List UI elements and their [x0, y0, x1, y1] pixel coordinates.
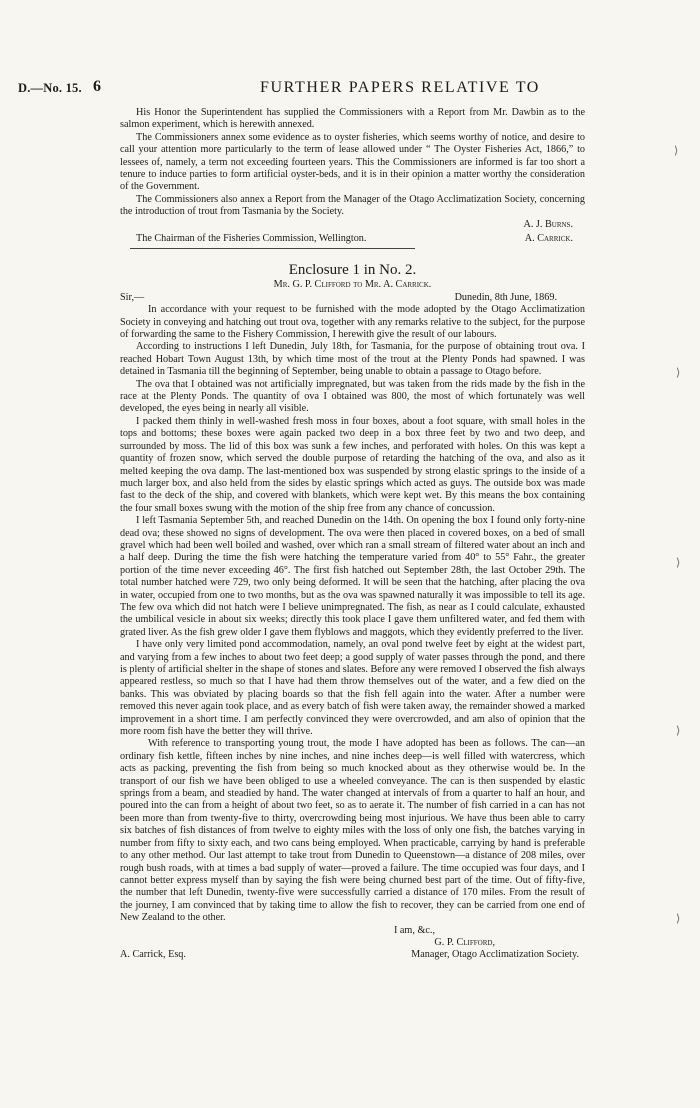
- margin-mark: ⟩: [676, 724, 681, 737]
- signature-title: Manager, Otago Acclimatization Society.: [411, 949, 579, 961]
- letter-paragraph: I packed them thinly in well-washed fresh moss in four boxes, about a foot square, with small holes in the tops and bottoms; these boxes were again packed two deep in a box three feet by two and two deep, and surrounded by moss. The lid of this box was sunk a few inches, and perforated with holes. On this was kept a quantity of frozen snow, which served the double purpose of retarding the hatching of the ova, and also as it melted keeping the ova damp. The last-mentioned box was suspended by strong elastic springs to the inside of a much larger box, and also held from the sides by elastic springs which acted as guys. The outside box was made fast to the deck of the ship, and covered with blankets, which were kept wet. By this means the box containing the four small boxes swung with the motion of the ship free from any chance of concussion.: [120, 415, 585, 514]
- signature-line-1: [120, 219, 585, 231]
- letter-paragraph: In accordance with your request to be furnished with the mode adopted by the Otago Acclimatization Society in conveying and hatching out trout ova, together with any remarks relative to the subject, for the purpose of forwarding the same to the Fishery Commission, I herewith give the result of our labours.: [120, 304, 585, 341]
- recipient-line: [120, 949, 585, 961]
- letter-paragraph: According to instructions I left Dunedin, July 18th, for Tasmania, for the purpose of obtaining trout ova. I reached Hobart Town August 13th, by which time most of the trout at the Plenty Ponds had spawned. I was detained in Tasmania till the beginning of September, being unable to obtain a passage to Otago before.: [120, 341, 585, 378]
- commission-paragraph: The Commissioners annex some evidence as to oyster fisheries, which seems worthy of notice, and desire to call your attention more particularly to the term of lease allowed under “ The Oyster Fisheries Act, 1866,” to lessees of, namely, a term not exceeding fourteen years. This the Commissioners are informed is far too short a tenure to induce parties to form artificial oyster-beds, and it is in their opinion a matter worthy the consideration of the Government.: [120, 131, 585, 193]
- margin-mark: ⟩: [676, 912, 681, 925]
- letter-paragraph: With reference to transporting young trout, the mode I have adopted has been as follows. The can—an ordinary fish kettle, fifteen inches by nine inches, and nine inches deep—is well filled with watercress, which acts as packing, preventing the fish from being so much knocked about as they otherwise would be. In the transport of our fish we have been obliged to use a wheeled conveyance. The can is then suspended by elastic springs from a beam, and steadied by hand. The water changed at intervals of from a quarter to half an hour, and poured into the can from a height of about two feet, so as to aerate it. The number of fish carried in a can has not been more than from twenty-five to thirty, overcrowding being most injurious. We have thus been able to carry six batches of fish distances of from twelve to eighty miles with the loss of only one fish, the batches varying in number from fifty to sixty each, and two cans being employed. When practicable, carrying by hand is preferable to any other method. Our last attempt to take trout from Dunedin to Queenstown—a distance of 208 miles, over rough bush roads, with at times a bad supply of water—proved a failure. The time occupied was four days, and I cannot better express myself than by saying the fish were being churned best part of the time. Out of fifty-five, the number that left Dunedin, twenty-five were successfully carried a distance of 170 miles. From the result of the journey, I am convinced that by taking time to allow the fish to recover, they can be carried from one end of New Zealand to the other.: [120, 738, 585, 924]
- salutation-date-line: [120, 292, 585, 304]
- page-number: 6: [93, 78, 101, 95]
- commission-paragraph: The Commissioners also annex a Report from the Manager of the Otago Acclimatization Society, concerning the introduction of trout from Tasmania by the Society.: [120, 193, 585, 218]
- margin-mark: ⟩: [676, 556, 681, 569]
- closing: I am, &c.,: [393, 924, 435, 936]
- page-body: [120, 107, 585, 962]
- margin-mark: ⟩: [674, 144, 679, 157]
- document-reference: D.—No. 15.: [18, 81, 82, 95]
- salutation: Sir,—: [120, 291, 145, 303]
- running-title: FURTHER PAPERS RELATIVE TO: [260, 79, 540, 96]
- commission-signature-carrick: A. Carrick.: [524, 233, 573, 245]
- addressee: The Chairman of the Fisheries Commission, Wellington.: [136, 233, 367, 245]
- letter-paragraph: The ova that I obtained was not artificially impregnated, but was taken from the rids made by the fish in the race at the Plenty Ponds. The quantity of ova I obtained was 800, the most of which fortunately was well developed, the eyes being in nearly all visible.: [120, 378, 585, 415]
- signature-line-2: [120, 233, 585, 245]
- margin-mark: ⟩: [676, 366, 681, 379]
- letter-date: Dunedin, 8th June, 1869.: [454, 291, 557, 303]
- recipient: A. Carrick, Esq.: [120, 949, 186, 961]
- commission-signature-burns: A. J. Burns.: [523, 218, 573, 230]
- commission-paragraph: His Honor the Superintendent has supplied the Commissioners with a Report from Mr. Dawbin as to the salmon experiment, which is herewith annexed.: [120, 107, 585, 131]
- letter-signature: G. P. Clifford,: [434, 936, 495, 948]
- letter-paragraph: I left Tasmania September 5th, and reached Dunedin on the 14th. On opening the box I found only forty-nine dead ova; these showed no signs of development. The ova were then placed in covered boxes, on a bed of small gravel which had been well boiled and washed, over which ran a small stream of filtered water about an inch and a half deep. During the time the fish were hatching the temperature varied from 40° to 55° Fahr., the greater portion of the time never exceeding 46°. The first fish hatched out September 28th, the last October 29th. The total number hatched were 729, two only being deformed. It will be seen that the hatching, after placing the ova in water, occupied from one to two months, but as the ova was spawned naturally it was impossible to tell its age. The few ova which did not hatch were I believe unimpregnated. The fish, as near as I could calculate, exhausted the umbilical vesicle in about six weeks; directly this took place I gave them unfiltered water, and fed them with grated liver. As the fish grew older I gave them flyblows and maggots, which they evidently preferred to the liver.: [120, 515, 585, 638]
- enclosure-from-to: Mr. G. P. Clifford to Mr. A. Carrick.: [273, 279, 432, 291]
- enclosure-heading: Enclosure 1 in No. 2.: [288, 262, 417, 279]
- closing-line: [120, 925, 585, 937]
- separator-rule: [130, 248, 415, 249]
- page-header: [0, 78, 700, 100]
- signature-line: [120, 937, 585, 949]
- letter-paragraph: I have only very limited pond accommodation, namely, an oval pond twelve feet by eight at the widest part, and varying from a few inches to about two feet deep; a good supply of water passes through the pond, and there is plenty of artificial shelter in the shape of stones and slates. Before any were removed I observed the fish always appeared restless, so much so that I have had them throw themselves out of the water, and a few died on the banks. This was obviated by placing boards so that the fish fell again into the water. After a number were removed this never again took place, and as every batch of fish were taken away, the remainder showed a marked improvement in a short time. I am perfectly convinced they were overcrowded, and am also of opinion that the more room fish have the better they will thrive.: [120, 639, 585, 738]
